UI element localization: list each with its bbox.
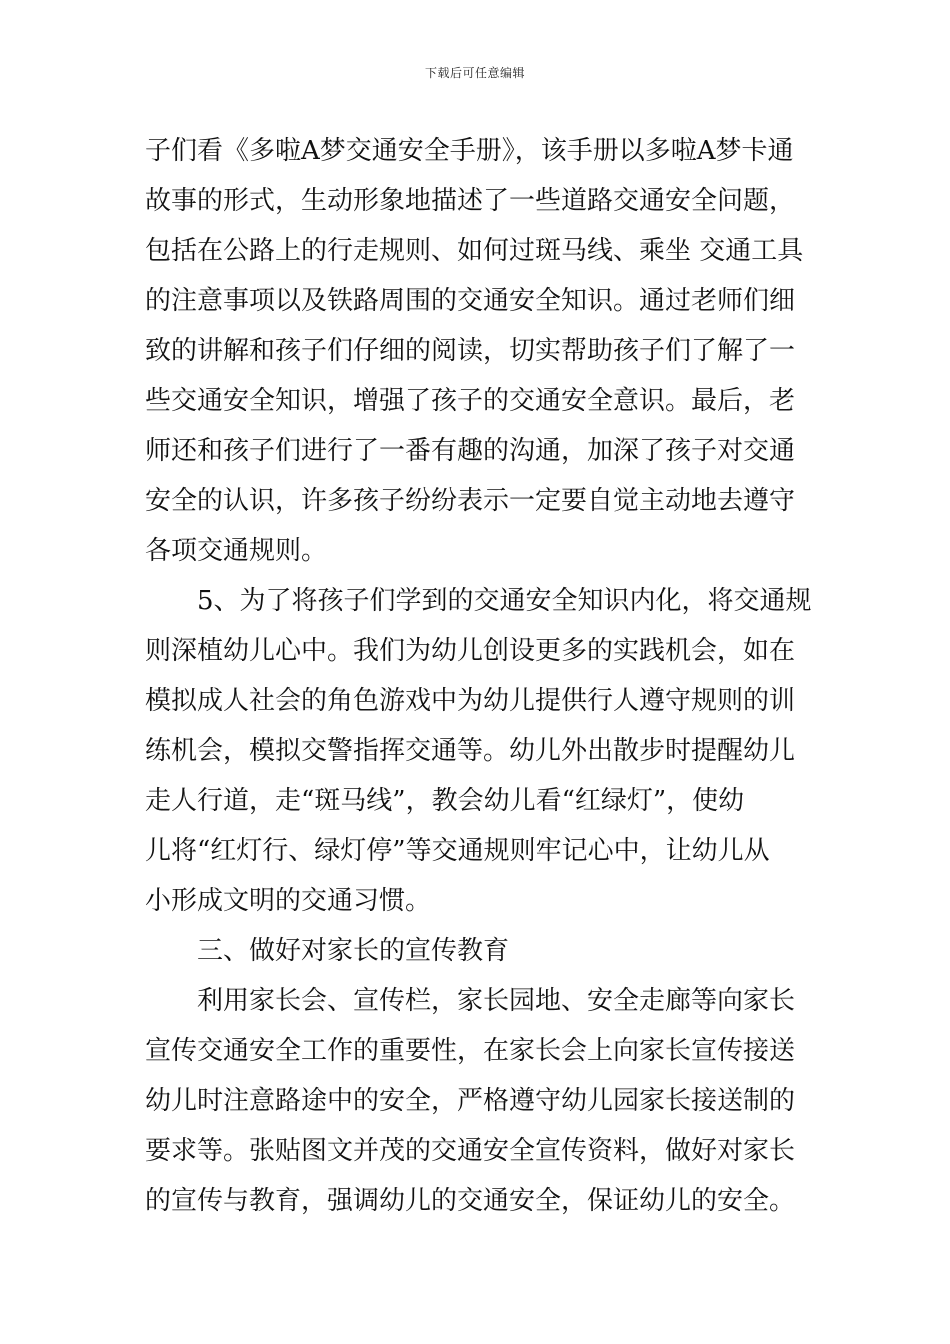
text-line: 致的讲解和孩子们仔细的阅读，切实帮助孩子们了解了一 — [145, 336, 796, 366]
text-line: 利用家长会、宣传栏，家长园地、安全走廊等向家长 — [197, 986, 796, 1016]
text-line: 的宣传与教育，强调幼儿的交通安全，保证幼儿的安全。 — [145, 1186, 796, 1216]
text-line: 安全的认识，许多孩子纷纷表示一定要自觉主动地去遵守 — [145, 486, 796, 516]
text-line: 故事的形式，生动形象地描述了一些道路交通安全问题， — [145, 186, 796, 216]
text-line: 各项交通规则。 — [145, 536, 328, 566]
document-body — [145, 126, 813, 1226]
page-header: 下载后可任意编辑 — [424, 66, 525, 80]
text-line: 些交通安全知识，增强了孩子的交通安全意识。最后，老 — [145, 386, 796, 416]
text-line: 子们看《多啦A梦交通安全手册》，该手册以多啦A梦卡通 — [145, 136, 794, 166]
text-line: 模拟成人社会的角色游戏中为幼儿提供行人遵守规则的训 — [145, 686, 796, 716]
text-line: 包括在公路上的行走规则、如何过斑马线、乘坐 交通工具 — [145, 236, 804, 266]
text-line: 三、做好对家长的宣传教育 — [197, 936, 510, 966]
text-line: 练机会，模拟交警指挥交通等。幼儿外出散步时提醒幼儿 — [145, 736, 796, 766]
text-line: 宣传交通安全工作的重要性，在家长会上向家长宣传接送 — [145, 1036, 796, 1066]
text-line: 的注意事项以及铁路周围的交通安全知识。通过老师们细 — [145, 286, 796, 316]
text-line: 要求等。张贴图文并茂的交通安全宣传资料，做好对家长 — [145, 1136, 796, 1166]
text-line: 师还和孩子们进行了一番有趣的沟通，加深了孩子对交通 — [145, 436, 796, 466]
text-line: 幼儿时注意路途中的安全，严格遵守幼儿园家长接送制的 — [145, 1086, 796, 1116]
text-line: 则深植幼儿心中。我们为幼儿创设更多的实践机会，如在 — [145, 636, 796, 666]
text-line: 小形成文明的交通习惯。 — [145, 886, 432, 916]
text-line: 5、为了将孩子们学到的交通安全知识内化，将交通规 — [197, 586, 812, 616]
text-line: 走人行道，走“斑马线”，教会幼儿看“红绿灯”，使幼 — [145, 786, 745, 816]
text-line: 儿将“红灯行、绿灯停”等交通规则牢记心中，让幼儿从 — [145, 836, 770, 866]
